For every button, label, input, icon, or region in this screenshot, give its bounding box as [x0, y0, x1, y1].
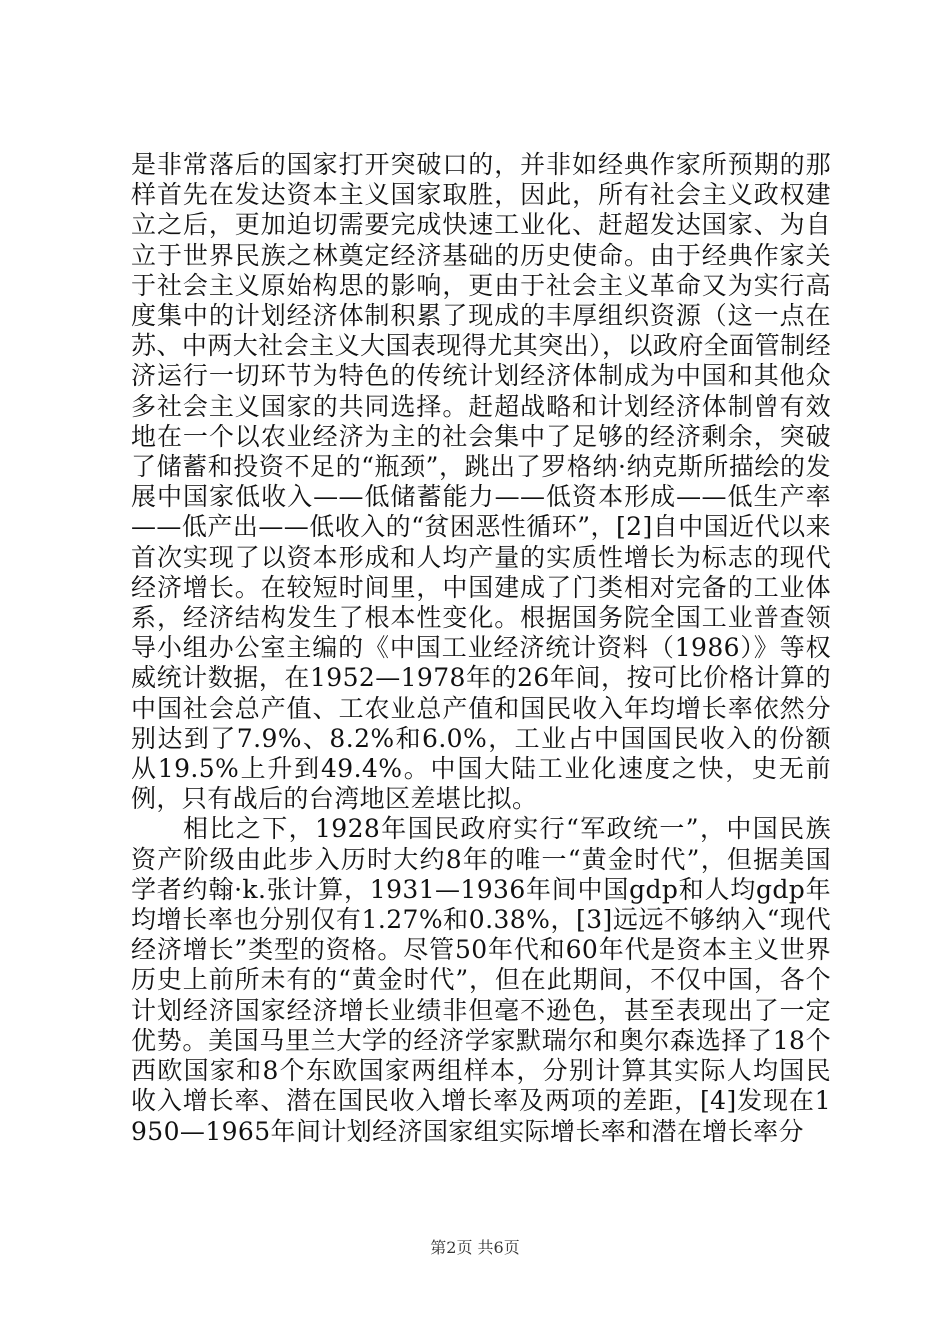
page-footer: 第2页 共6页 — [430, 1238, 520, 1257]
body-text — [131, 150, 831, 1147]
paragraph-1: 是非常落后的国家打开突破口的，并非如经典作家所预期的那样首先在发达资本主义国家取胜，因此，所有社会主义政权建立之后，更加迫切需要完成快速工业化、赶超发达国家、为自立于世界民族之林奠定经济基础的历史使命。由于经典作家关于社会主义原始构思的影响，更由于社会主义革命又为实行高度集中的计划经济体制积累了现成的丰厚组织资源（这一点在苏、中两大社会主义大国表现得尤其突出），以政府全面管制经济运行一切环节为特色的传统计划经济体制成为中国和其他众多社会主义国家的共同选择。赶超战略和计划经济体制曾有效地在一个以农业经济为主的社会集中了足够的经济剩余，突破了储蓄和投资不足的“瓶颈”，跳出了罗格纳·纳克斯所描绘的发展中国家低收入——低储蓄能力——低资本形成——低生产率——低产出——低收入的“贫困恶性循环”，[2]自中国近代以来首次实现了以资本形成和人均产量的实质性增长为标志的现代经济增长。在较短时间里，中国建成了门类相对完备的工业体系，经济结构发生了根本性变化。根据国务院全国工业普查领导小组办公室主编的《中国工业经济统计资料（1986）》等权威统计数据，在1952—1978年的26年间，按可比价格计算的中国社会总产值、工农业总产值和国民收入年均增长率依然分别达到了7.9%、8.2%和6.0%，工业占中国国民收入的份额从19.5%上升到49.4%。中国大陆工业化速度之快，史无前例，只有战后的台湾地区差堪比拟。 — [131, 150, 831, 814]
paragraph-2: 相比之下，1928年国民政府实行“军政统一”，中国民族资产阶级由此步入历时大约8年的唯一“黄金时代”，但据美国学者约翰·k.张计算，1931—1936年间中国gdp和人均gdp年均增长率也分别仅有1.27%和0.38%，[3]远远不够纳入“现代经济增长”类型的资格。尽管50年代和60年代是资本主义世界历史上前所未有的“黄金时代”，但在此期间，不仅中国，各个计划经济国家经济增长业绩非但毫不逊色，甚至表现出了一定优势。美国马里兰大学的经济学家默瑞尔和奥尔森选择了18个西欧国家和8个东欧国家两组样本，分别计算其实际人均国民收入增长率、潜在国民收入增长率及两项的差距，[4]发现在1950—1965年间计划经济国家组实际增长率和潜在增长率分 — [131, 814, 831, 1146]
